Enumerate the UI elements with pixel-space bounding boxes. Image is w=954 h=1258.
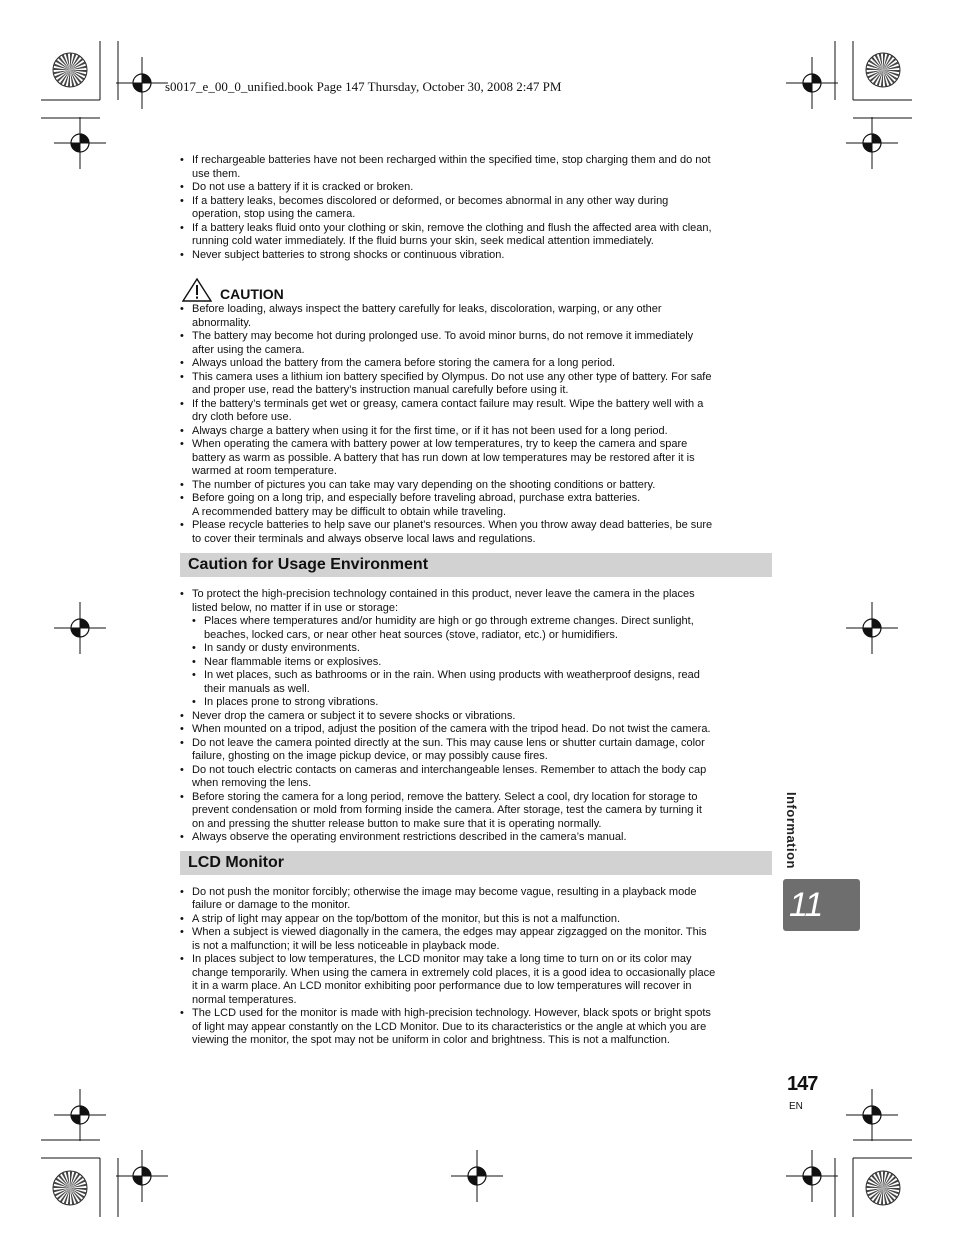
list-item [180,479,772,493]
registration-quadrant [872,134,881,143]
list-item-line: failure, ghosting on the image pickup device, or may possibly cause fires. [192,750,548,762]
caution-label: CAUTION [220,286,284,302]
list-item [192,615,772,642]
caution-list [180,303,772,546]
list-item [180,371,772,398]
intro-line: listed below, no matter if in use or storage: [192,601,399,614]
list-item-line: • This camera uses a lithium ion battery specified by Olympus. Do not use any other type of battery. For safe [192,370,712,383]
registration-quadrant [80,619,89,628]
registration-quadrant [872,1106,881,1115]
print-header: s0017_e_00_0_unified.book Page 147 Thursday, October 30, 2008 2:47 PM [165,79,562,94]
registration-quadrant [133,1176,142,1185]
list-item-line: • A strip of light may appear on the top/bottom of the monitor, but this is not a malfunction. [192,912,621,925]
list-item-line: • In places prone to strong vibrations. [204,696,379,708]
registration-quadrant [71,628,80,637]
list-item-line: is not a malfunction; it will be less noticeable in playback mode. [192,939,500,952]
list-item [192,696,772,710]
list-item-line: battery as warm as possible. A battery that has run down at low temperatures may be restored after it is [192,451,695,464]
list-item-line: • Before storing the camera for a long period, remove the battery. Select a cool, dry location for storage to [192,790,698,803]
registration-quadrant [863,628,872,637]
list-item [180,519,772,546]
list-item-line: running cold water immediately. If the fluid burns your skin, seek medical attention immediately. [192,235,654,247]
list-item [180,723,772,737]
registration-quadrant [133,83,142,92]
list-item [180,886,772,913]
list-item [180,425,772,439]
list-item-line: • The LCD used for the monitor is made with high-precision technology. However, black spots or bright spots [192,1007,711,1019]
registration-quadrant [80,134,89,143]
list-item-line: prevent condensation or mold from forming inside the camera. After storage, test the camera by turning it [192,804,702,816]
registration-quadrant [872,619,881,628]
registration-quadrant [863,143,872,152]
battery-warning-list [180,154,772,262]
list-item [192,669,772,696]
list-item-line: • Please recycle batteries to help save our planet’s resources. When you throw away dead batteries, be sure [192,519,713,531]
list-item-line: • In sandy or dusty environments. [204,642,360,654]
chapter-number: 11 [789,886,823,924]
list-item [180,154,772,181]
list-item-line: when removing the lens. [192,777,312,789]
list-item [180,181,772,195]
list-item [180,913,772,927]
list-item [180,926,772,953]
list-item-line: • The number of pictures you can take may vary depending on the shooting conditions or battery. [192,478,656,491]
list-item-line: failure or damage to the monitor. [192,899,351,911]
list-item-line: operation, stop using the camera. [192,208,356,220]
list-item-line: dry cloth before use. [192,411,292,423]
side-section-label: Information [784,792,799,869]
list-item [180,357,772,371]
list-item-line: • Never drop the camera or subject it to severe shocks or vibrations. [192,709,516,722]
list-item-line: • If a battery leaks, becomes discolored or deformed, or becomes abnormal in any other way during [192,194,669,207]
registration-quadrant [142,74,151,83]
list-item [180,195,772,222]
registration-quadrant [468,1176,477,1185]
registration-quadrant [803,1176,812,1185]
list-item [180,588,772,710]
list-item-line: • If rechargeable batteries have not been recharged within the specified time, stop charging them and do not [192,154,711,166]
caution-heading [180,278,772,302]
list-item [192,656,772,670]
list-item [180,710,772,724]
list-item-line: • Always unload the battery from the camera before storing the camera for a long period. [192,357,616,369]
list-item [180,791,772,832]
list-item-line: and proper use, read the battery’s instruction manual carefully before using it. [192,384,569,396]
list-item-line: • In wet places, such as bathrooms or in the rain. When using products with weatherproof designs, read [204,669,700,681]
list-item-line: • Do not use a battery if it is cracked or broken. [192,181,414,193]
list-item-line: • Near flammable items or explosives. [204,655,382,668]
registration-quadrant [812,74,821,83]
lcd-monitor-list [180,886,772,1048]
list-item [180,222,772,249]
list-item-line: after using the camera. [192,343,305,356]
list-item-line: • When mounted on a tripod, adjust the position of the camera with the tripod head. Do not twist the camera. [192,723,711,735]
list-item-line: • In places subject to low temperatures, the LCD monitor may take a long time to turn on or its color may [192,953,692,965]
list-item [180,737,772,764]
list-item [180,249,772,263]
list-item [180,330,772,357]
page-number: 147 [787,1073,818,1095]
list-item-line: on and pressing the shutter release button to make sure that it is operating normally. [192,817,602,830]
section-heading-usage-environment: Caution for Usage Environment [180,553,772,577]
list-item [180,398,772,425]
list-item [180,1007,772,1048]
list-item [192,642,772,656]
list-item-line: normal temperatures. [192,993,297,1006]
list-item-line: abnormality. [192,316,252,329]
list-item [180,438,772,479]
registration-quadrant [812,1167,821,1176]
list-item-line: to cover their terminals and always observe local laws and regulations. [192,532,536,545]
language-code: EN [789,1101,803,1112]
registration-quadrant [803,83,812,92]
usage-environment-list [180,588,772,845]
places-list [192,615,772,710]
list-item [180,492,772,519]
registration-quadrant [863,1115,872,1124]
list-item-line: it in a warm place. An LCD monitor exhibiting poor performance due to low temperatures will recover in [192,980,692,992]
list-item-line: • When a subject is viewed diagonally in the camera, the edges may appear zigzagged on the monitor. This [192,926,707,938]
intro-line: • To protect the high-precision technology contained in this product, never leave the camera in the places [192,588,695,600]
list-item-line: their manuals as well. [204,682,310,695]
list-item-line: • Always charge a battery when using it for the first time, or if it has not been used for a long period. [192,424,668,437]
list-item [180,303,772,330]
list-item-line: • Before loading, always inspect the battery carefully for leaks, discoloration, warping, or any other [192,303,662,315]
warning-triangle-icon [182,278,212,302]
list-item-line: • Always observe the operating environment restrictions described in the camera’s manual. [192,831,627,843]
list-item [180,831,772,845]
registration-quadrant [142,1167,151,1176]
registration-quadrant [477,1167,486,1176]
list-item-line: • Do not push the monitor forcibly; otherwise the image may become vague, resulting in a playback mode [192,885,697,898]
list-item-line: beaches, locked cars, or near other heat sources (stove, radiator, etc.) or humidifiers. [204,628,618,641]
list-item-line: • Never subject batteries to strong shocks or continuous vibration. [192,248,505,261]
list-item-line: change temporarily. When using the camera in extremely cold places, it is a good idea to occasionally place [192,966,716,979]
list-item-line: • When operating the camera with battery power at low temperatures, try to keep the camera and spare [192,438,688,450]
chapter-tab [783,879,860,931]
registration-quadrant [71,1115,80,1124]
registration-quadrant [80,1106,89,1115]
list-item-line: • If a battery leaks fluid onto your clothing or skin, remove the clothing and flush the affected area with clean, [192,221,712,234]
list-item-line: • If the battery’s terminals get wet or greasy, camera contact failure may result. Wipe the battery well with a [192,397,704,410]
list-item-line: • Before going on a long trip, and especially before traveling abroad, purchase extra batteries. [192,492,641,504]
list-item-line: A recommended battery may be difficult to obtain while traveling. [192,505,507,518]
list-item-line: • Do not leave the camera pointed directly at the sun. This may cause lens or shutter curtain damage, color [192,736,705,749]
list-item-line: • Places where temperatures and/or humidity are high or go through extreme changes. Direct sunlight, [204,615,694,627]
page-content [180,154,772,1048]
list-item [180,764,772,791]
section-heading-lcd-monitor: LCD Monitor [180,851,772,875]
list-item-line: use them. [192,167,241,180]
list-item-line: warmed at room temperature. [192,465,337,477]
list-item-line: of light may appear constantly on the LCD Monitor. Due to its characteristics or the angle at which you are [192,1020,707,1033]
registration-quadrant [71,143,80,152]
list-item-line: • Do not touch electric contacts on cameras and interchangeable lenses. Remember to attach the body cap [192,763,707,776]
list-item-line: viewing the monitor, the spot may not be uniform in color and brightness. This is not a malfunction. [192,1034,670,1046]
list-item [180,953,772,1007]
list-item-line: • The battery may become hot during prolonged use. To avoid minor burns, do not remove it immediately [192,330,694,342]
